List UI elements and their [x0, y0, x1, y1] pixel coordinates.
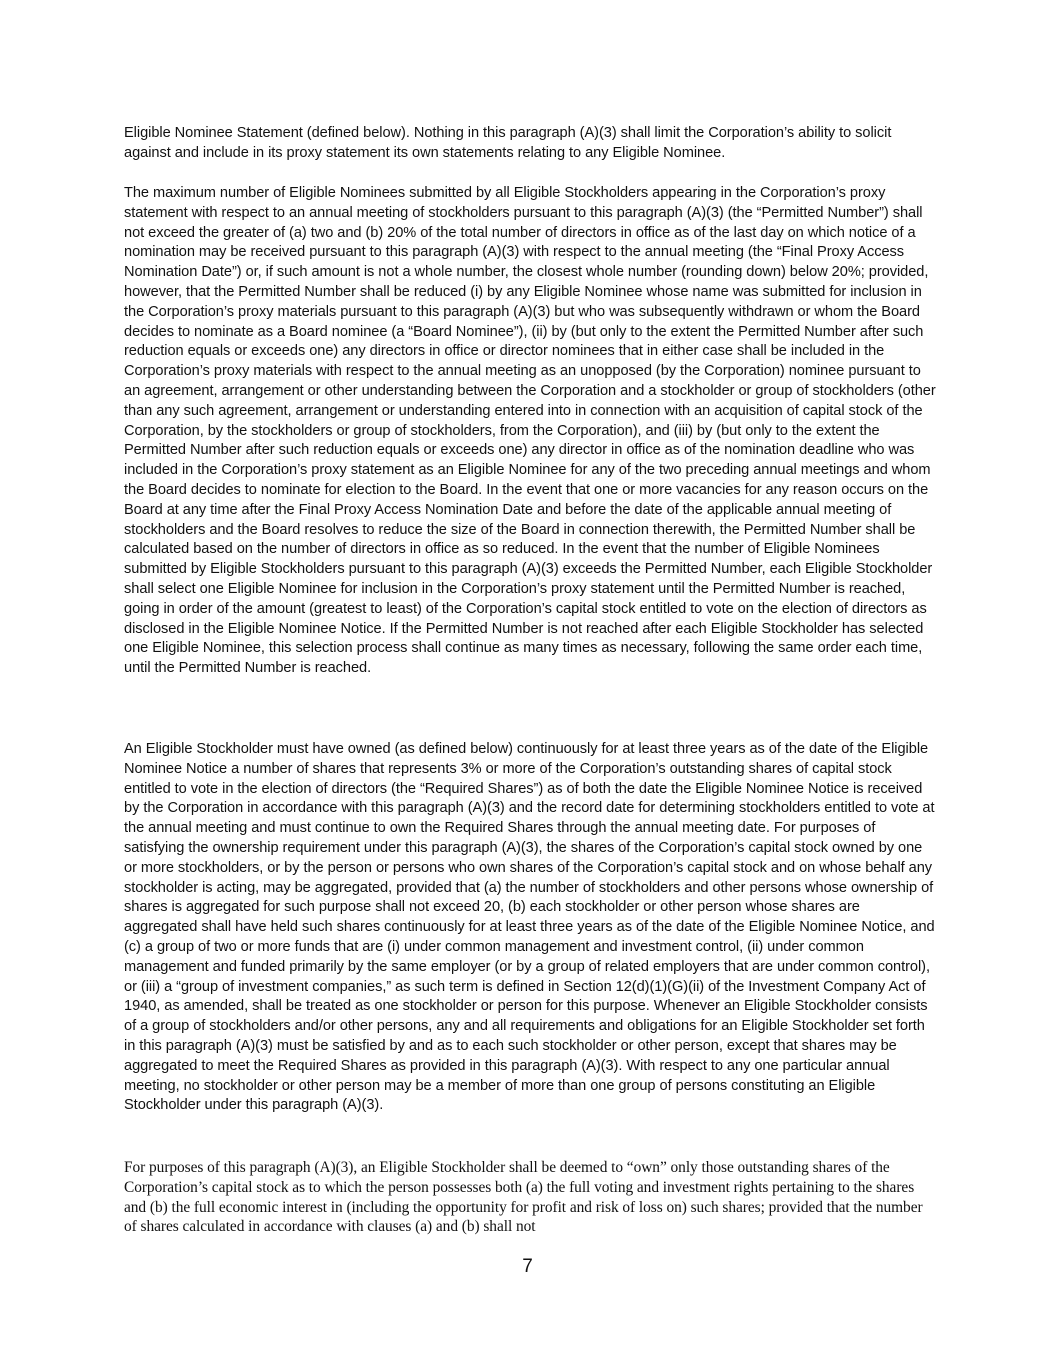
page-number: 7 — [522, 1256, 533, 1277]
paragraph-ownership-definition: For purposes of this paragraph (A)(3), an Eligible Stockholder shall be deemed to “own” only those outstanding shares of the Corporation’s capital stock as to which the person possesses both (a) the full voting and investment rights pertaining to the shares and (b) the full economic interest in (including the opportunity for profit and risk of loss on) such shares; provided that the number of shares calculated in accordance with clauses (a) and (b) shall not — [124, 1159, 923, 1236]
paragraph-eligible-nominee-statement: Eligible Nominee Statement (defined below). Nothing in this paragraph (A)(3) shall limit the Corporation’s ability to solicit against and include in its proxy statement its own statements relating to any Eligible Nominee. — [124, 125, 892, 161]
paragraph-permitted-number: The maximum number of Eligible Nominees submitted by all Eligible Stockholders appearing in the Corporation’s proxy statement with respect to an annual meeting of stockholders pursuant to this paragraph (A)(3) (the “Permitted Number”) shall not exceed the greater of (a) two and (b) 20% of the total number of directors in office as of the last day on which notice of a nomination may be received pursuant to this paragraph (A)(3) with respect to the annual meeting (the “Final Proxy Access Nomination Date”) or, if such amount is not a whole number, the closest whole number (rounding down) below 20%; provided, however, that the Permitted Number shall be reduced (i) by any Eligible Nominee whose name was submitted for inclusion in the Corporation’s proxy materials pursuant to this paragraph (A)(3) but who was subsequently withdrawn or whom the Board decides to nominate as a Board nominee (a “Board Nominee”), (ii) by (but only to the extent the Permitted Number after such reduction equals or exceeds one) any directors in office or director nominees that in either case shall be included in the Corporation’s proxy materials with respect to the annual meeting as an unopposed (by the Corporation) nominee pursuant to an agreement, arrangement or other understanding between the Corporation and a stockholder or group of stockholders (other than any such agreement, arrangement or understanding entered into in connection with an acquisition of capital stock of the Corporation, by the stockholders or group of stockholders, from the Corporation), and (iii) by (but only to the extent the Permitted Number after such reduction equals or exceeds one) any director in office as of the nomination deadline who was included in the Corporation’s proxy statement as an Eligible Nominee for any of the two preceding annual meetings and whom the Board decides to nominate for election to the Board. In the event that one or more vacancies for any reason occurs on the Board at any time after the Final Proxy Access Nomination Date and before the date of the applicable annual meeting of stockholders and the Board resolves to reduce the size of the Board in connection therewith, the Permitted Number shall be calculated based on the number of directors in office as so reduced. In the event that the number of Eligible Nominees submitted by Eligible Stockholders pursuant to this paragraph (A)(3) exceeds the Permitted Number, each Eligible Stockholder shall select one Eligible Nominee for inclusion in the Corporation’s proxy statement until the Permitted Number is reached, going in order of the amount (greatest to least) of the Corporation’s capital stock entitled to vote on the election of directors as disclosed in the Eligible Nominee Notice. If the Permitted Number is not reached after each Eligible Stockholder has selected one Eligible Nominee, this selection process shall continue as many times as necessary, following the same order each time, until the Permitted Number is reached. — [124, 185, 936, 677]
paragraph-required-shares: An Eligible Stockholder must have owned (as defined below) continuously for at least three years as of the date of the Eligible Nominee Notice a number of shares that represents 3% or more of the Corporation’s outstanding shares of capital stock entitled to vote in the election of directors (the “Required Shares”) as of both the date the Eligible Nominee Notice is received by the Corporation in accordance with this paragraph (A)(3) and the record date for determining stockholders entitled to vote at the annual meeting and must continue to own the Required Shares through the annual meeting date. For purposes of satisfying the ownership requirement under this paragraph (A)(3), the shares of the Corporation’s capital stock owned by one or more stockholders, or by the person or persons who own shares of the Corporation’s capital stock and on whose behalf any stockholder is acting, may be aggregated, provided that (a) the number of stockholders and other persons whose ownership of shares is aggregated for such purpose shall not exceed 20, (b) each stockholder or other person whose shares are aggregated shall have held such shares continuously for at least three years as of the date of the Eligible Nominee Notice, and (c) a group of two or more funds that are (i) under common management and investment control, (ii) under common management and funded primarily by the same employer (or by a group of related employers that are under common control), or (iii) a “group of investment companies,” as such term is defined in Section 12(d)(1)(G)(ii) of the Investment Company Act of 1940, as amended, shall be treated as one stockholder or person for this purpose. Whenever an Eligible Stockholder consists of a group of stockholders and/or other persons, any and all requirements and obligations for an Eligible Stockholder set forth in this paragraph (A)(3) must be satisfied by and as to each such stockholder or other person, except that shares may be aggregated to meet the Required Shares as provided in this paragraph (A)(3). With respect to any one particular annual meeting, no stockholder or other person may be a member of more than one group of persons constituting an Eligible Stockholder under this paragraph (A)(3). — [124, 741, 935, 1114]
